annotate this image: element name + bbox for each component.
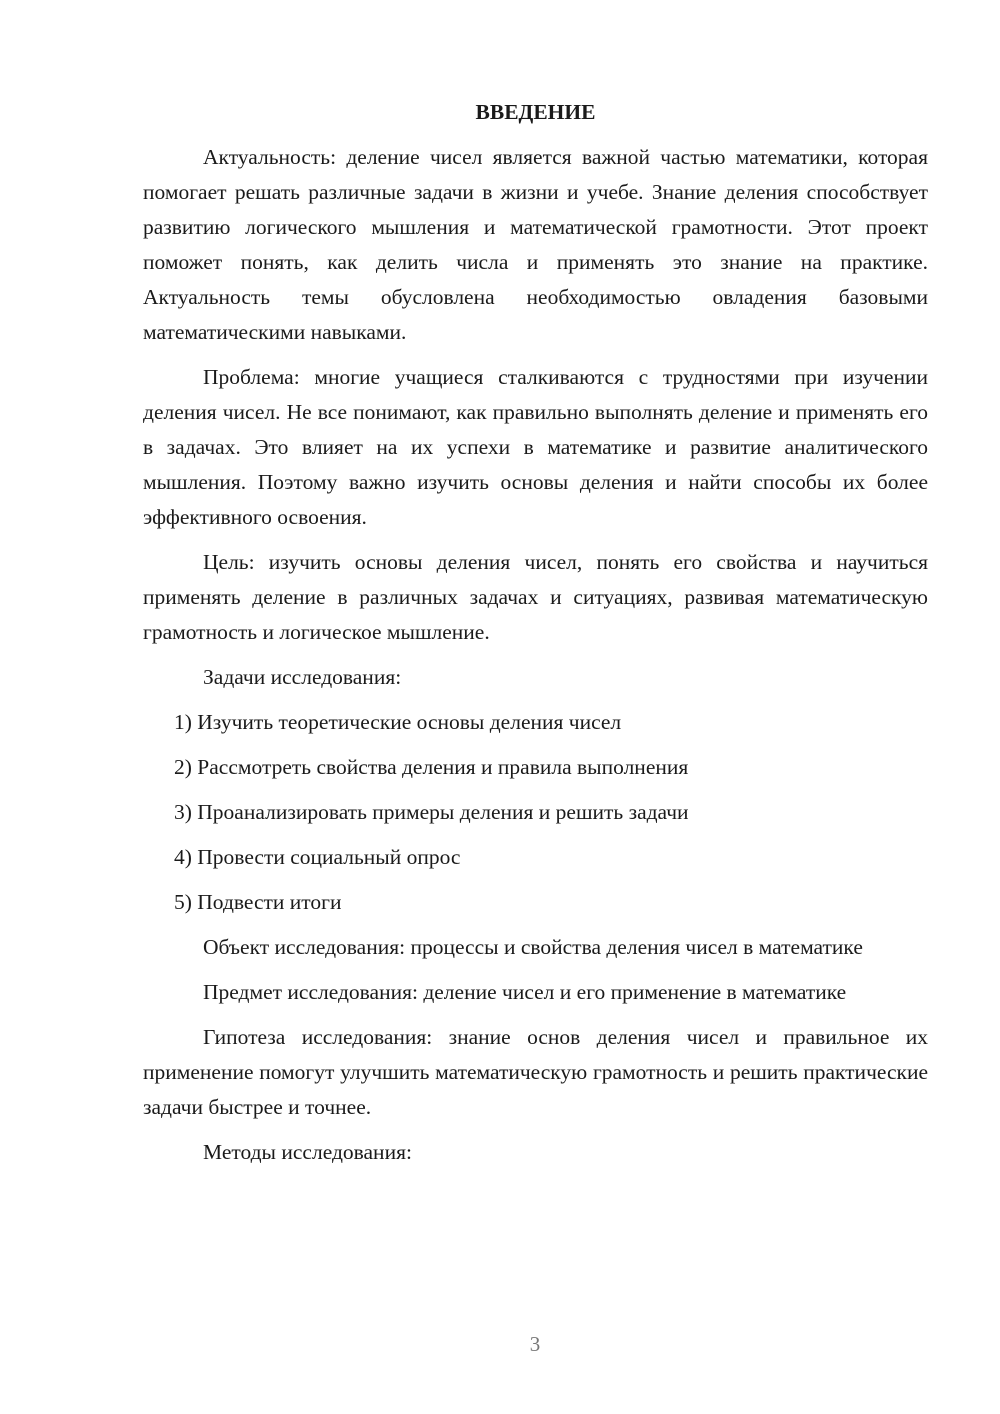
hypothesis-paragraph: Гипотеза исследования: знание основ деления чисел и правильное их применение помогут улучшить математическую грамотность и решить практические задачи быстрее и точнее. bbox=[143, 1025, 928, 1119]
goal-paragraph: Цель: изучить основы деления чисел, понять его свойства и научиться применять деление в различных задачах и ситуациях, развивая математическую грамотность и логическое мышление. bbox=[143, 550, 928, 644]
task-item: 4) Провести социальный опрос bbox=[174, 845, 461, 869]
relevance-paragraph: Актуальность: деление чисел является важной частью математики, которая помогает решать различные задачи в жизни и учебе. Знание деления способствует развитию логического мышления и математической грамотности. Этот проект поможет понять, как делить числа и применять это знание на практике. Актуальность темы обусловлена необходимостью овладения базовыми математическими навыками. bbox=[143, 145, 928, 344]
object-paragraph: Объект исследования: процессы и свойства деления чисел в математике bbox=[203, 935, 863, 959]
page-number: 3 bbox=[529, 1332, 541, 1356]
problem-paragraph: Проблема: многие учащиеся сталкиваются с трудностями при изучении деления чисел. Не все понимают, как правильно выполнять деление и применять его в задачах. Это влияет на их успехи в математике и развитие аналитического мышления. Поэтому важно изучить основы деления и найти способы их более эффективного освоения. bbox=[143, 365, 928, 529]
section-heading: ВВЕДЕНИЕ bbox=[475, 100, 596, 124]
tasks-label: Задачи исследования: bbox=[203, 665, 402, 689]
methods-label: Методы исследования: bbox=[203, 1140, 412, 1164]
page-content bbox=[143, 95, 928, 1180]
task-item: 5) Подвести итоги bbox=[174, 890, 342, 914]
subject-paragraph: Предмет исследования: деление чисел и его применение в математике bbox=[203, 980, 847, 1004]
task-item: 3) Проанализировать примеры деления и решить задачи bbox=[174, 800, 689, 824]
tasks-list bbox=[143, 705, 928, 920]
task-item: 2) Рассмотреть свойства деления и правила выполнения bbox=[174, 755, 689, 779]
task-item: 1) Изучить теоретические основы деления чисел bbox=[174, 710, 622, 734]
